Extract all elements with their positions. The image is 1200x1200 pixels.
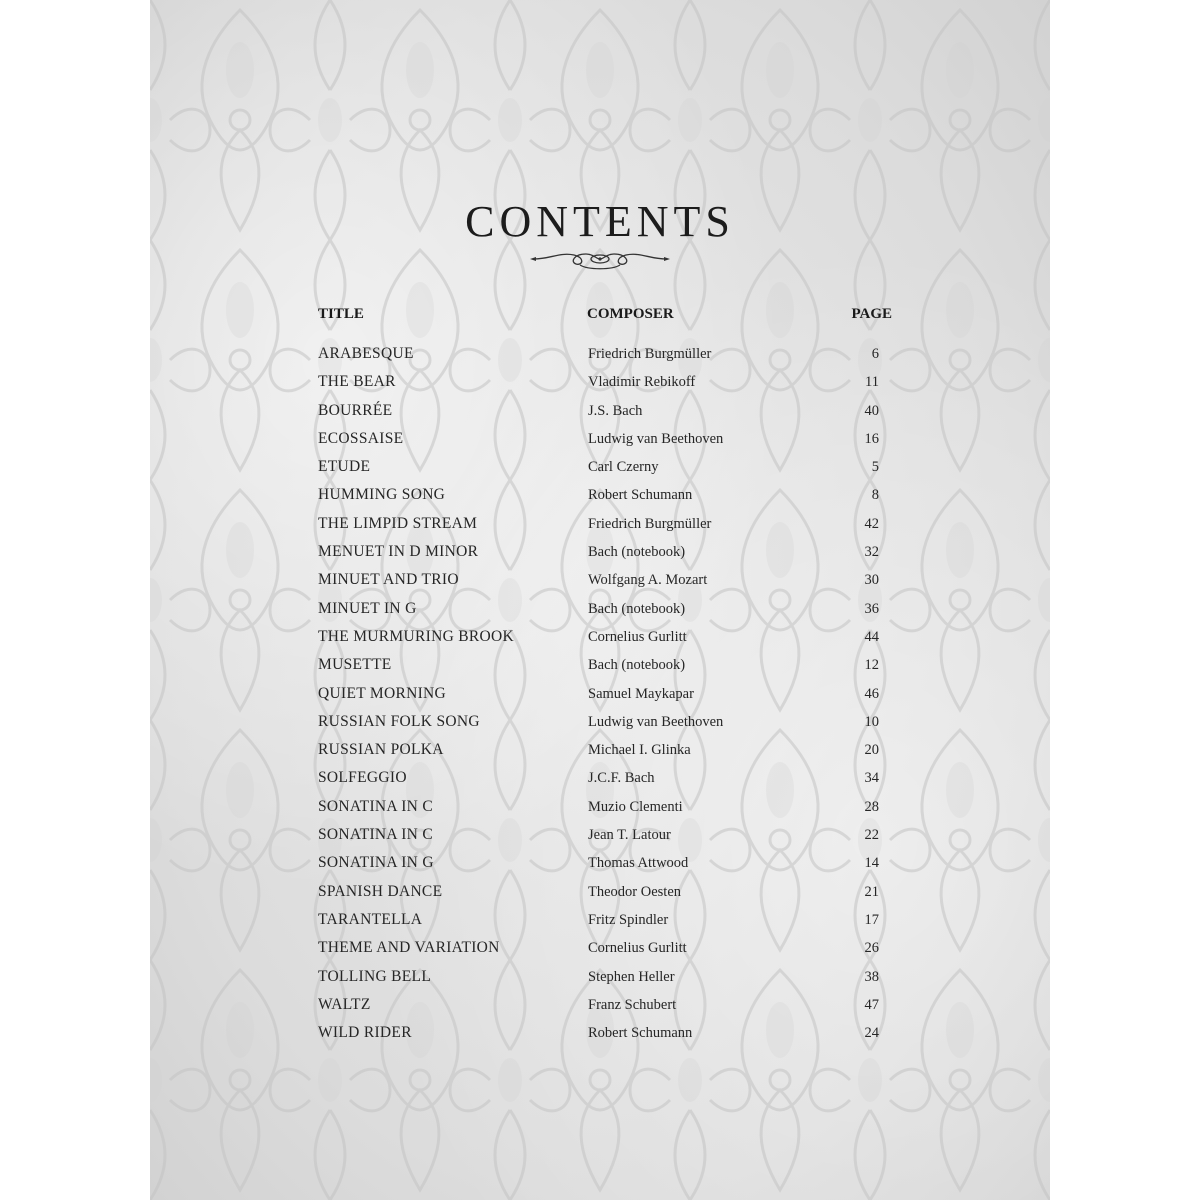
table-row	[150, 849, 1050, 877]
entry-composer: Bach (notebook)	[588, 657, 686, 674]
entry-page: 38	[864, 968, 879, 985]
entry-composer: J.C.F. Bach	[588, 770, 655, 787]
contents-page	[150, 0, 1050, 1200]
page-title: CONTENTS	[465, 197, 735, 246]
entry-page: 14	[864, 855, 879, 872]
entry-composer: Fritz Spindler	[588, 911, 669, 928]
table-row	[150, 878, 1050, 906]
entry-title: ARABESQUE	[318, 345, 414, 362]
entry-composer: Franz Schubert	[588, 996, 677, 1013]
entry-composer: J.S. Bach	[588, 402, 643, 419]
entry-page: 42	[864, 515, 879, 532]
entry-page: 10	[864, 713, 879, 730]
table-row	[150, 963, 1050, 991]
entry-page: 5	[871, 459, 879, 476]
entry-composer: Vladimir Rebikoff	[588, 374, 696, 391]
entry-title: SONATINA IN C	[318, 797, 433, 815]
table-row	[150, 368, 1050, 396]
entry-title: THE BEAR	[318, 373, 396, 391]
table-row	[150, 340, 1050, 368]
entry-composer: Stephen Heller	[588, 968, 675, 985]
entry-composer: Bach (notebook)	[588, 544, 686, 561]
table-row	[150, 821, 1050, 849]
ornamental-flourish-icon	[530, 246, 670, 272]
entry-page: 36	[864, 600, 879, 617]
table-row	[150, 764, 1050, 792]
entry-page: 30	[864, 572, 879, 589]
entry-title: MINUET AND TRIO	[318, 571, 459, 589]
entry-title: RUSSIAN POLKA	[318, 741, 444, 759]
entry-title: MINUET IN G	[318, 599, 417, 617]
table-row	[150, 651, 1050, 679]
entry-composer: Robert Schumann	[588, 487, 693, 504]
table-row	[150, 1019, 1050, 1047]
entry-title: TARANTELLA	[318, 910, 423, 928]
entry-composer: Bach (notebook)	[588, 600, 686, 617]
table-row	[150, 736, 1050, 764]
entry-composer: Friedrich Burgmüller	[588, 346, 712, 362]
entry-page: 8	[871, 487, 879, 504]
entry-composer: Robert Schumann	[588, 1025, 693, 1042]
table-row	[150, 453, 1050, 481]
entry-composer: Ludwig van Beethoven	[588, 430, 724, 447]
table-row	[150, 991, 1050, 1019]
table-row	[150, 906, 1050, 934]
entry-title: TOLLING BELL	[318, 967, 432, 985]
entry-title: MENUET IN D MINOR	[318, 543, 479, 561]
entry-title: BOURRÉE	[318, 401, 393, 419]
entry-composer: Cornelius Gurlitt	[588, 940, 687, 957]
entry-page: 32	[864, 544, 879, 561]
entry-page: 47	[864, 996, 879, 1013]
table-row	[150, 397, 1050, 425]
entry-composer: Ludwig van Beethoven	[588, 713, 724, 730]
entry-title: THE LIMPID STREAM	[318, 514, 478, 532]
table-row	[150, 793, 1050, 821]
entry-page: 44	[864, 628, 879, 645]
entry-page: 26	[864, 940, 879, 957]
table-row	[150, 680, 1050, 708]
entry-composer: Theodor Oesten	[588, 883, 682, 900]
entry-title: SPANISH DANCE	[318, 882, 443, 900]
table-row	[150, 595, 1050, 623]
entry-composer: Michael I. Glinka	[588, 742, 691, 759]
table-row	[150, 510, 1050, 538]
entry-title: MUSETTE	[318, 656, 392, 674]
table-row	[150, 425, 1050, 453]
entry-title: WALTZ	[318, 995, 371, 1013]
entry-title: SONATINA IN G	[318, 854, 434, 872]
table-row	[150, 708, 1050, 736]
entry-composer: Samuel Maykapar	[588, 685, 694, 702]
entry-title: QUIET MORNING	[318, 684, 447, 702]
entry-title: THE MURMURING BROOK	[318, 627, 515, 645]
entry-title: SONATINA IN C	[318, 826, 433, 844]
entry-title: ECOSSAISE	[318, 429, 404, 447]
entry-composer: Carl Czerny	[588, 459, 659, 476]
entry-page: 34	[864, 770, 879, 787]
entry-page: 21	[864, 883, 879, 900]
table-row	[150, 481, 1050, 509]
entry-title: WILD RIDER	[318, 1024, 412, 1042]
entry-page: 11	[865, 374, 879, 391]
entry-composer: Muzio Clementi	[588, 798, 683, 815]
table-row	[150, 538, 1050, 566]
entry-page: 24	[864, 1025, 879, 1042]
entry-page: 6	[871, 346, 879, 362]
entry-page: 12	[864, 657, 879, 674]
entry-composer: Thomas Attwood	[588, 855, 689, 872]
entry-page: 16	[864, 430, 879, 447]
entry-title: SOLFEGGIO	[318, 769, 407, 787]
table-header	[150, 306, 1050, 328]
table-row	[150, 934, 1050, 962]
entry-composer: Cornelius Gurlitt	[588, 628, 687, 645]
entry-page: 22	[864, 827, 879, 844]
column-header-page: PAGE	[851, 306, 892, 322]
entry-composer: Friedrich Burgmüller	[588, 515, 712, 532]
entry-composer: Wolfgang A. Mozart	[588, 572, 708, 589]
table-row	[150, 623, 1050, 651]
entry-page: 20	[864, 742, 879, 759]
contents-list	[150, 340, 1050, 1047]
entry-composer: Jean T. Latour	[588, 827, 671, 844]
entry-page: 17	[864, 911, 879, 928]
column-header-composer: COMPOSER	[587, 306, 674, 322]
entry-page: 46	[864, 685, 879, 702]
entry-page: 28	[864, 798, 879, 815]
entry-title: RUSSIAN FOLK SONG	[318, 712, 480, 730]
entry-title: THEME AND VARIATION	[318, 939, 500, 957]
table-row	[150, 566, 1050, 594]
column-header-title: TITLE	[318, 306, 364, 322]
entry-title: ETUDE	[318, 458, 371, 476]
entry-title: HUMMING SONG	[318, 486, 446, 504]
entry-page: 40	[864, 402, 879, 419]
